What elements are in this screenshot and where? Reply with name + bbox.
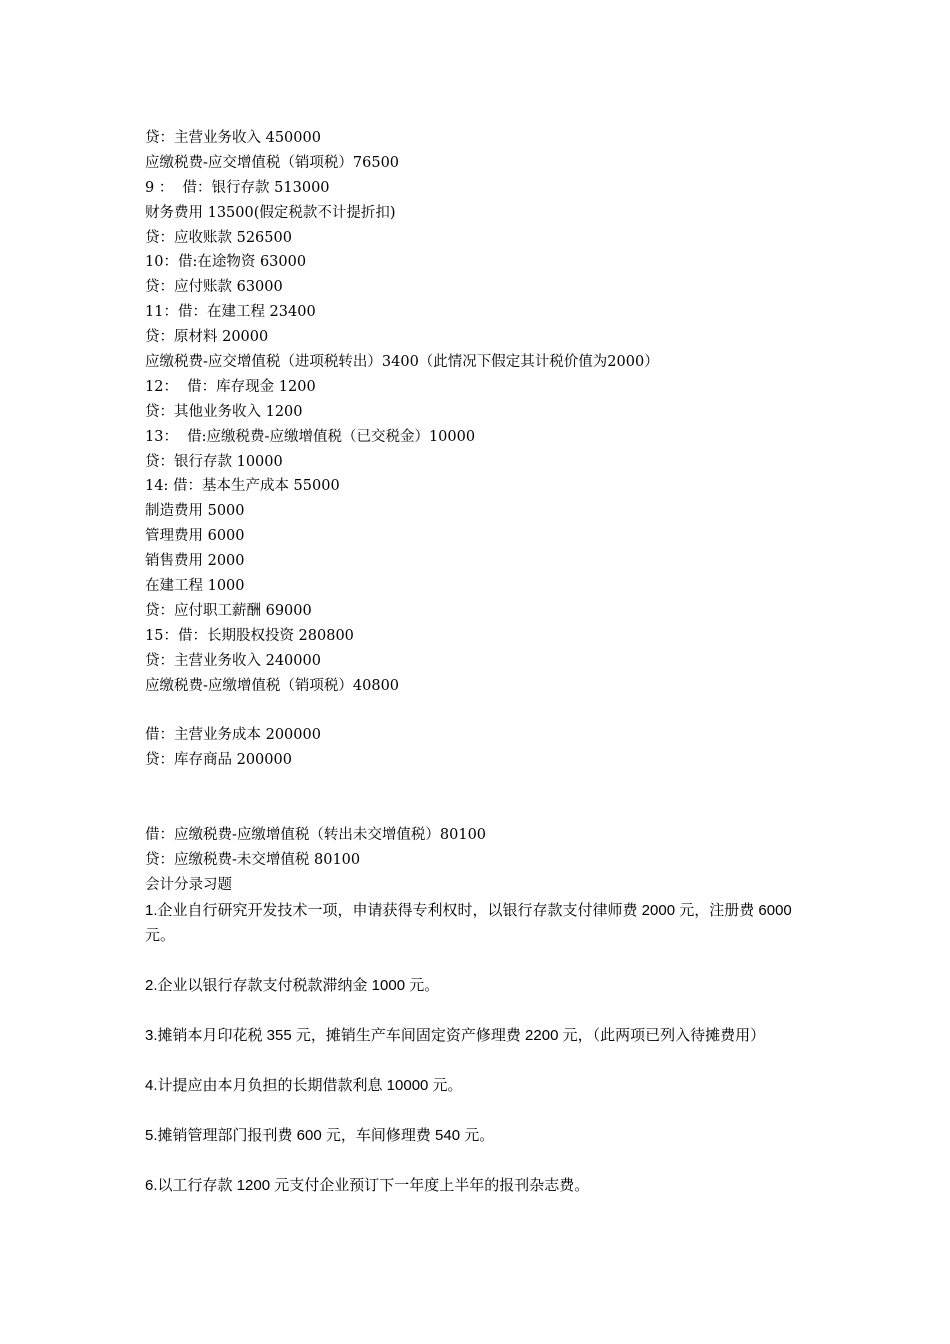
journal-line: 应缴税费-应交增值税（销项税）76500 [145,154,400,171]
journal-line: 管理费用 6000 [145,528,245,545]
journal-line: 在建工程 1000 [145,578,245,595]
blank-line [145,798,825,823]
question-item: 3.摊销本月印花税 355 元，摊销生产车间固定资产修理费 2200 元，（此两项已列入待摊费用） [145,1026,766,1044]
journal-line: 借：主营业务成本 200000 [145,727,321,744]
blank-line [145,698,825,723]
journal-line: 借：应缴税费-应缴增值税（转出未交增值税）80100 [145,826,487,843]
journal-line: 贷：应付账款 63000 [145,279,283,296]
question-list [145,898,825,1198]
journal-line: 13： 借:应缴税费-应缴增值税（已交税金）10000 [145,428,476,445]
journal-line: 贷：应收账款 526500 [145,229,292,246]
journal-line: 销售费用 2000 [145,553,245,570]
document-page [145,126,825,1198]
journal-line: 14: 借：基本生产成本 55000 [145,478,340,495]
question-item: 4.计提应由本月负担的长期借款利息 10000 元。 [145,1076,463,1094]
journal-line: 贷：库存商品 200000 [145,752,292,769]
journal-line: 贷：主营业务收入 450000 [145,130,321,146]
journal-line: 12： 借：库存现金 1200 [145,378,316,395]
journal-line: 贷：应缴税费-未交增值税 80100 [145,851,361,868]
journal-line: 15：借：长期股权投资 280800 [145,627,354,644]
journal-line: 制造费用 5000 [145,503,245,520]
journal-line: 11：借：在建工程 23400 [145,304,316,321]
journal-line: 贷：主营业务收入 240000 [145,652,321,669]
journal-line: 贷：应付职工薪酬 69000 [145,602,312,619]
question-item: 2.企业以银行存款支付税款滞纳金 1000 元。 [145,976,440,994]
journal-line: 贷：其他业务收入 1200 [145,403,303,420]
question-item: 6.以工行存款 1200 元支付企业预订下一年度上半年的报刊杂志费。 [145,1176,590,1194]
journal-line: 贷：银行存款 10000 [145,453,283,470]
question-item: 5.摊销管理部门报刊费 600 元，车间修理费 540 元。 [145,1126,495,1144]
journal-line: 9 ： 借：银行存款 513000 [145,179,330,196]
journal-line: 10：借:在途物资 63000 [145,254,307,271]
blank-line [145,773,825,798]
journal-line: 财务费用 13500(假定税款不计提折扣) [145,204,396,221]
journal-line: 应缴税费-应交增值税（进项税转出）3400（此情况下假定其计税价值为2000） [145,354,659,371]
journal-line: 应缴税费-应缴增值税（销项税）40800 [145,677,400,694]
journal-line: 贷：原材料 20000 [145,329,269,346]
question-item: 1.企业自行研究开发技术一项，申请获得专利权时，以银行存款支付律师费 2000 元，注册费 6000 元。 [145,901,792,944]
section-title: 会计分录习题 [145,876,232,893]
journal-entries [145,126,825,873]
